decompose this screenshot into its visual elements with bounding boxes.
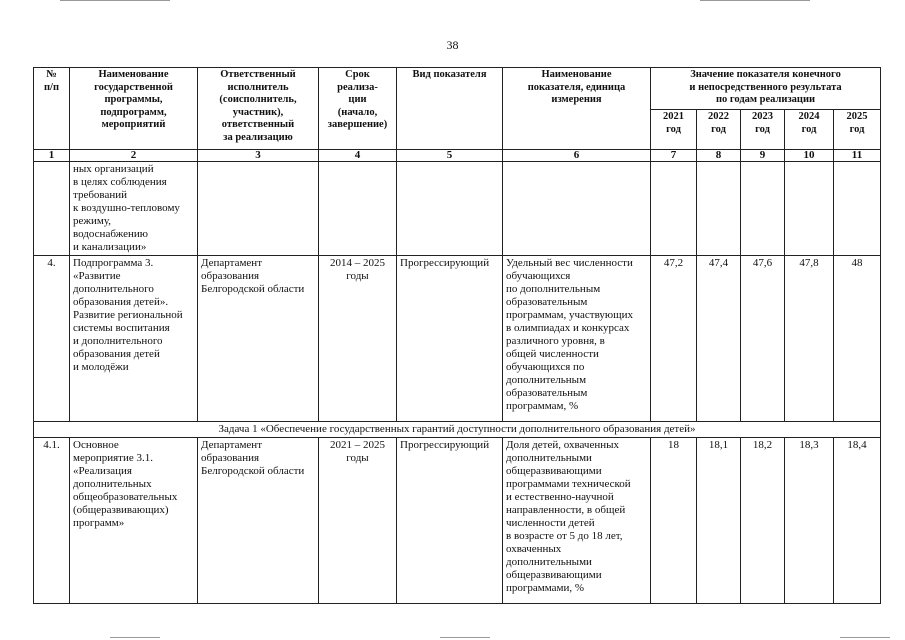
column-number: 9: [741, 150, 785, 162]
column-number-row: [34, 150, 881, 162]
column-number: 11: [834, 150, 881, 162]
row-4-1-term: 2021 – 2025 годы: [319, 438, 397, 604]
row-4-1-number: 4.1.: [34, 438, 70, 604]
header-program-name: Наименование государственной программы, подпрограмм, мероприятий: [70, 68, 198, 150]
header-indicator-name: Наименование показателя, единица измерения: [503, 68, 651, 150]
header-year-2021: 2021 год: [651, 110, 697, 150]
task-1-heading: Задача 1 «Обеспечение государственных гарантий доступности дополнительного образования детей»: [34, 422, 881, 438]
bottom-edge-rule-mid: [440, 637, 490, 638]
row-4-1-value-2025: 18,4: [834, 438, 881, 604]
column-number: 6: [503, 150, 651, 162]
row-4-term: 2014 – 2025 годы: [319, 256, 397, 422]
row-4-value-2024: 47,8: [785, 256, 834, 422]
row-4-indicator-name: Удельный вес численности обучающихся по дополнительным образовательным программам, участвующих в олимпиадах и конкурсах различного уровня, в общей численности обучающихся по дополнительным образовательным программам, %: [503, 256, 651, 422]
row-4-1-indicator-type: Прогрессирующий: [397, 438, 503, 604]
header-year-2024: 2024 год: [785, 110, 834, 150]
row-4-number: 4.: [34, 256, 70, 422]
continuation-name: ных организаций в целях соблюдения требований к воздушно-тепловому режиму, водоснабжению и канализации»: [70, 162, 198, 256]
page-number: 38: [446, 38, 459, 52]
header-values-group: Значение показателя конечного и непосредственного результата по годам реализации: [651, 68, 881, 110]
indicator-table: [33, 67, 881, 604]
row-4-1-value-2022: 18,1: [697, 438, 741, 604]
column-number: 8: [697, 150, 741, 162]
table-row-subprogram-3: [34, 256, 881, 422]
column-number: 10: [785, 150, 834, 162]
row-4-value-2022: 47,4: [697, 256, 741, 422]
row-4-1-value-2021: 18: [651, 438, 697, 604]
table-row-task-1: [34, 422, 881, 438]
row-4-executor: Департамент образования Белгородской области: [198, 256, 319, 422]
table-row-main-measure-3-1: [34, 438, 881, 604]
bottom-edge-rule-right: [840, 637, 890, 638]
column-number: 1: [34, 150, 70, 162]
row-4-program-name: Подпрограмма 3. «Развитие дополнительного образования детей». Развитие региональной системы воспитания и дополнительного образования детей и молодёжи: [70, 256, 198, 422]
column-number: 3: [198, 150, 319, 162]
column-number: 7: [651, 150, 697, 162]
header-no: № п/п: [34, 68, 70, 150]
header-year-2025: 2025 год: [834, 110, 881, 150]
table-row-continuation: [34, 162, 881, 256]
row-4-1-value-2024: 18,3: [785, 438, 834, 604]
top-edge-rule-left: [60, 0, 170, 1]
header-indicator-type: Вид показателя: [397, 68, 503, 150]
top-edge-rule-right: [700, 0, 810, 1]
header-year-2023: 2023 год: [741, 110, 785, 150]
header-year-2022: 2022 год: [697, 110, 741, 150]
column-number: 4: [319, 150, 397, 162]
row-4-indicator-type: Прогрессирующий: [397, 256, 503, 422]
row-4-1-indicator-name: Доля детей, охваченных дополнительными общеразвивающими программами технической и естественно-научной направленности, в общей численности детей в возрасте от 5 до 18 лет, охваченных дополнительными общеразвивающими программами, %: [503, 438, 651, 604]
row-4-1-value-2023: 18,2: [741, 438, 785, 604]
row-4-value-2025: 48: [834, 256, 881, 422]
bottom-edge-rule-left: [110, 637, 160, 638]
column-number: 5: [397, 150, 503, 162]
row-4-1-executor: Департамент образования Белгородской области: [198, 438, 319, 604]
row-4-value-2021: 47,2: [651, 256, 697, 422]
column-number: 2: [70, 150, 198, 162]
row-4-value-2023: 47,6: [741, 256, 785, 422]
row-4-1-program-name: Основное мероприятие 3.1. «Реализация дополнительных общеобразовательных (общеразвивающих) программ»: [70, 438, 198, 604]
header-term: Срок реализа- ции (начало, завершение): [319, 68, 397, 150]
header-executor: Ответственный исполнитель (соисполнитель, участник), ответственный за реализацию: [198, 68, 319, 150]
